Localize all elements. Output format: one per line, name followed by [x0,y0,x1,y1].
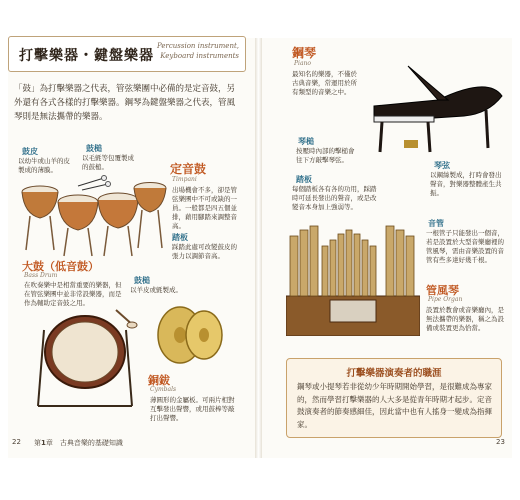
timpani-mallet-label: 鼓槌 [86,144,102,153]
pipe-organ-label: 管風琴 [426,284,459,297]
bass-drum-mallet-label: 鼓槌 [134,276,150,285]
callout-title: 打擊樂器演奏者的職涯 [346,368,442,379]
chapter-prefix: 第 [34,439,41,447]
bass-drum-en: Bass Drum [24,272,58,279]
left-page-number: 22 [12,438,21,446]
pipe-organ-illustration [286,216,420,336]
intro-paragraph: 「鼓」為打擊樂器之代表，管弦樂團中必備的是定音鼓，另外還有各式各樣的打擊樂器。鋼琴為鍵盤樂器之代表，管風琴則是無法攜帶的樂器。 [14,84,236,122]
piano-pedals-desc: 每個踏板各有各的功用，踩踏時可延長發出的聲音，或是改變音本身加上強弱等。 [292,185,377,211]
timpani-pedal-desc: 踩踏此處可改變鼓皮的張力以調節音高。 [172,243,237,260]
cymbals-illustration [150,300,230,370]
bass-drum-label: 大鼓（低音鼓） [22,260,99,273]
piano-label: 鋼琴 [292,46,317,60]
timpani-desc: 出場機會不多，卻是管弦樂團中不可或缺的一員。一般都是四五個並排，藉用腳踏來調整音高。 [172,186,237,230]
section-title-en [157,41,239,61]
drumhead-label: 鼓皮 [22,147,38,156]
percussionist-career-callout [286,358,502,438]
piano-string-label: 琴弦 [434,161,450,170]
section-title-en-line2: Keyboard instruments [160,52,239,60]
timpani-label: 定音鼓 [170,162,207,176]
piano-en: Piano [294,60,312,67]
chapter-title: 章 古典音樂的基礎知識 [45,439,123,447]
piano-hammer-label: 琴槌 [298,137,314,146]
section-title: 打擊樂器・鍵盤樂器 [19,48,154,64]
piano-hammer-desc: 按壓時內部的擊槌會往下方敲擊琴弦。 [296,147,355,164]
piano-illustration [368,56,508,156]
piano-pedals-label: 踏板 [296,175,312,184]
bass-drum-illustration [30,300,140,410]
piano-string-desc: 以鋼絲製成，打時會發出聲音，對樂器整體產生共振。 [430,171,502,197]
callout-body: 鋼琴或小提琴若非從幼少年時期開始學習，是很難成為專家的，然而學習打擊樂器的人大多是從青年時期才起步。定音鼓演奏者的節奏感細佳，因此當中也有人搖身一變成為指揮家。 [297,382,492,429]
section-title-bar [8,36,246,72]
pipe-organ-desc: 設置於教會或音樂廳內，是無法攜帶的樂器，稱之為設備或裝置更為恰當。 [426,306,504,332]
right-page-number: 23 [496,438,505,446]
timpani-drum-3 [98,193,138,256]
timpani-mallet-desc: 以毛氈等包覆製成的鼓槌。 [82,154,134,171]
timpani-illustration [18,168,168,258]
cymbals-desc: 薄圓形的金屬板。可兩片相對互擊發出聲響，或用鼓棒等敲打出聲響。 [150,396,235,422]
timpani-drum-2 [58,195,98,256]
timpani-drum-1 [22,186,58,250]
organ-pipe-desc: 一根管子只能發出一個音，若是設置於大型音樂廳裡的管風琴，需由音樂設置的音管有些多達好幾千根。 [426,229,504,264]
left-chapter-footer [34,438,123,448]
cymbals-label: 銅鈸 [148,374,170,387]
timpani-en: Timpani [172,176,197,183]
bass-drum-mallet-desc: 以羊皮或氈製成。 [130,286,182,294]
timpani-mallets [78,176,111,191]
timpani-drum-4 [134,183,166,249]
bass-drum-desc: 在吹奏樂中是相當重要的樂器，但在管弦樂團中並非常設樂器，而是作為輔助定音鼓之用。 [24,281,122,307]
chapter-number: 1 [41,439,46,447]
drumhead-desc: 以幼牛或山羊的皮製成的薄膜。 [18,157,70,174]
book-gutter [255,38,262,458]
pipe-organ-en: Pipe Organ [428,296,463,303]
cymbals-en: Cymbals [150,386,177,393]
timpani-pedal-label: 踏板 [172,233,188,242]
section-title-en-line1: Percussion instrument, [156,42,239,50]
organ-pipe-label: 音管 [428,219,444,228]
piano-desc: 最知名的樂器，不僅於古典音樂，常運用於所有類型的音樂之中。 [292,70,357,96]
